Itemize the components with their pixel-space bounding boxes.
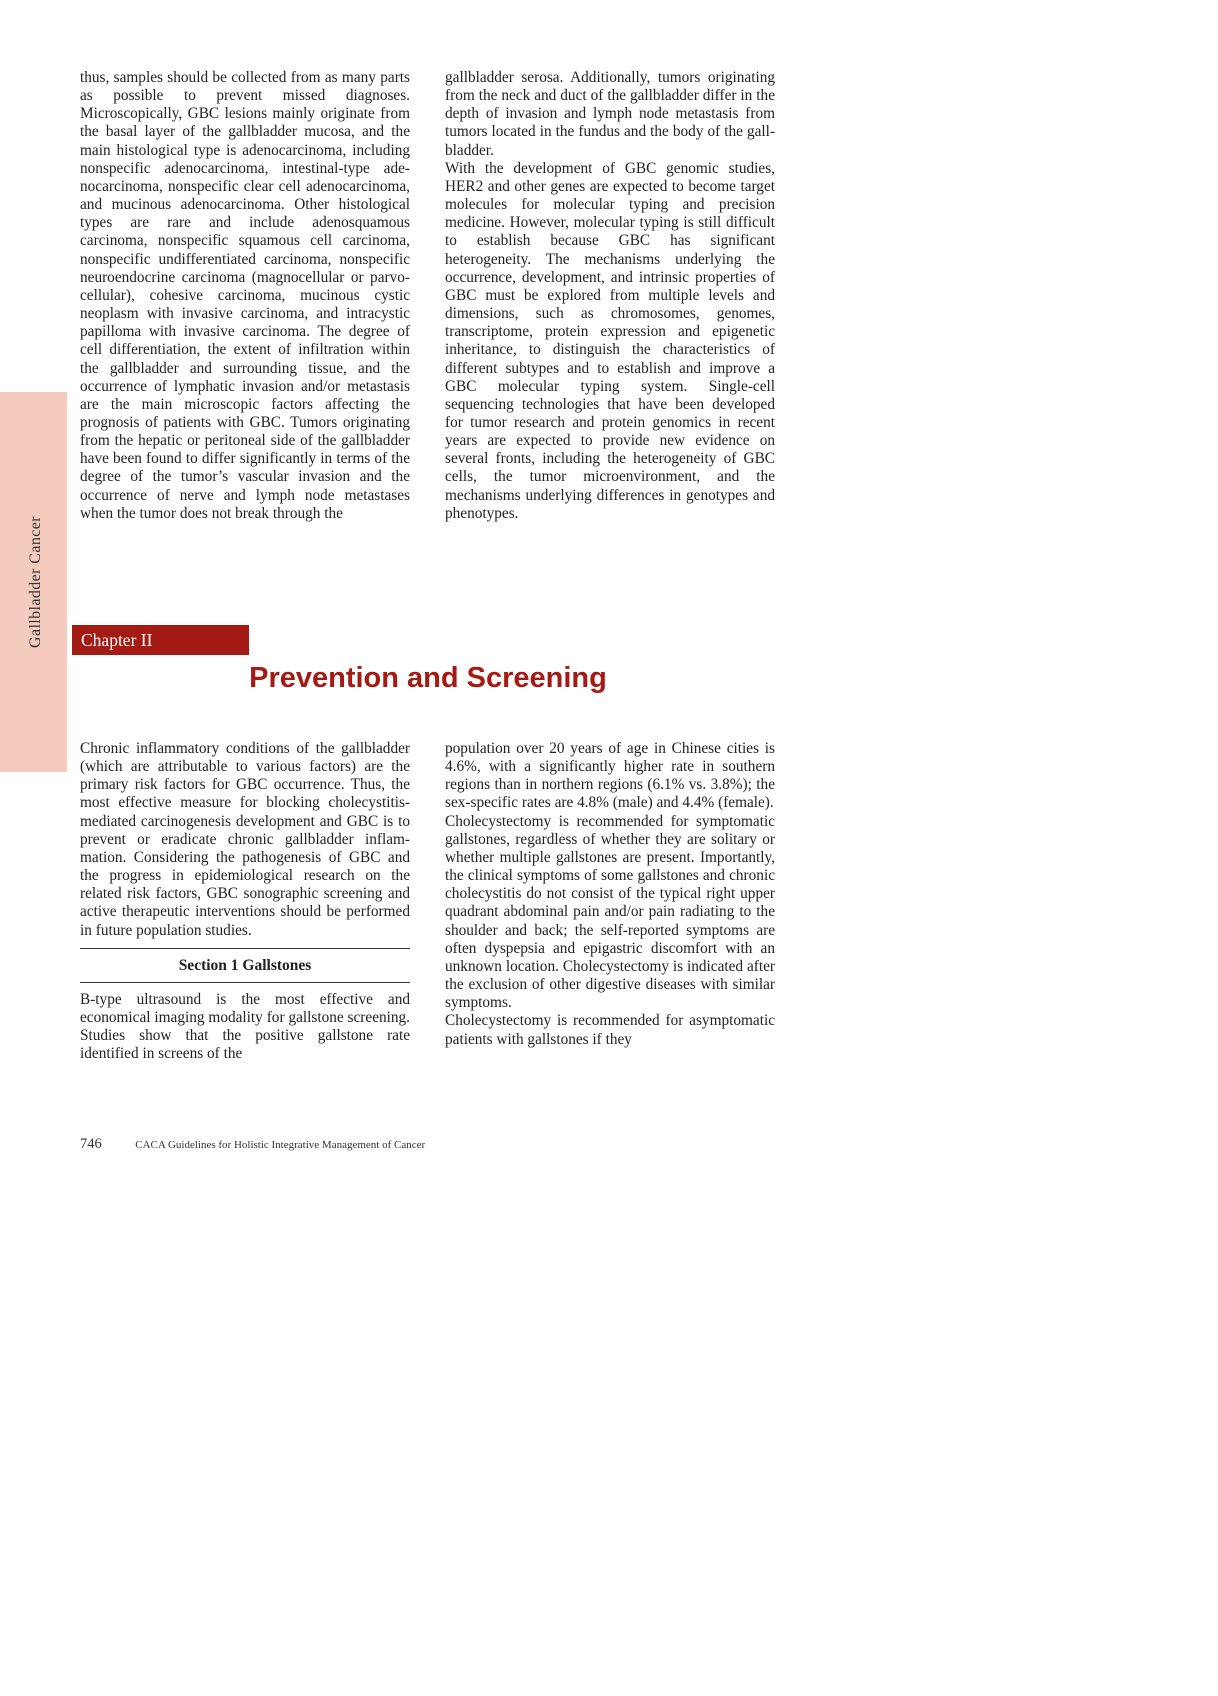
section-heading: Section 1 Gallstones bbox=[80, 948, 410, 983]
page-number: 746 bbox=[80, 1136, 102, 1152]
paragraph: thus, samples should be collected from as many parts as possible to prevent missed diagnoses. Microscopically, GBC lesions mainly originate from the basal layer of the gallbladder mucosa, and the main histological type is adenocarcinoma, including nonspecific adenocarcinoma, intestinal-type adenocarcinoma, nonspecific clear cell adenocarcinoma, and mucinous adenocarcinoma. Other histological types are rare and include adenosquamous carcinoma, nonspecific squamous cell carcinoma, nonspecific undifferentiated carcinoma, nonspecific neuroendocrine carcinoma (magnocellular or parvocellular), cohesive carcinoma, mucinous cystic neoplasm with invasive carcinoma, and intracystic papilloma with invasive carcinoma. The degree of cell differentiation, the extent of infiltration within the gallbladder and surrounding tissue, and the occurrence of lymphatic invasion and/or metastasis are the main microscopic factors affecting the prognosis of patients with GBC. Tumors originating from the hepatic or peritoneal side of the gallbladder have been found to differ significantly in terms of the degree of the tumor’s vascular invasion and the occurrence of nerve and lymph node metastases when the tumor does not break through the bbox=[80, 69, 410, 522]
side-tab-label: Gallbladder Cancer bbox=[27, 515, 44, 649]
column-bottom-right bbox=[445, 740, 775, 1049]
column-top-left bbox=[80, 69, 410, 523]
paragraph: Chronic inflammatory conditions of the gallbladder (which are attributable to various factors) are the primary risk factors for GBC occurrence. Thus, the most effective measure for blocking cholecystitis-mediated carcinogenesis development and GBC is to prevent or eradicate chronic gallbladder inflammation. Considering the pathogenesis of GBC and the progress in epidemiological research on the related risk factors, GBC sonographic screening and active therapeutic interventions should be performed in future population studies. bbox=[80, 740, 410, 939]
column-top-right bbox=[445, 69, 775, 523]
running-title: CACA Guidelines for Holistic Integrative Management of Cancer bbox=[135, 1139, 426, 1151]
paragraph: Cholecystectomy is recommended for symptomatic gallstones, regardless of whether they are solitary or whether multiple gallstones are present. Importantly, the clinical symptoms of some gallstones and chronic cholecystitis do not consist of the typical right upper quadrant abdominal pain and/or pain radiating to the shoulder and back; the self-reported symptoms are often dyspepsia and epigastric discomfort with an unknown location. Cholecystectomy is indicated after the exclusion of other digestive diseases with similar symptoms. bbox=[445, 812, 775, 1012]
paragraph: With the development of GBC genomic studies, HER2 and other genes are expected to become target molecules for molecular typing and precision medicine. However, molecular typing is still difficult to establish because GBC has significant heterogeneity. The mechanisms underlying the occurrence, development, and intrinsic properties of GBC must be explored from multiple levels and dimensions, such as chromosomes, genomes, transcriptome, protein expression and epigenetic inheritance, to distinguish the characteristics of different subtypes and to establish and improve a GBC molecular typing system. Single-cell sequencing technologies that have been developed for tumor research and protein genomics in recent years are expected to provide new evidence on several fronts, including the heterogeneity of GBC cells, the tumor microenvironment, and the mechanisms underlying differences in genotypes and phenotypes. bbox=[445, 159, 775, 522]
paragraph: B-type ultrasound is the most effective and economical imaging modality for gallstone screening. Studies show that the positive gallstone rate identified in screens of the bbox=[80, 990, 410, 1063]
paragraph: Cholecystectomy is recommended for asymptomatic patients with gallstones if they bbox=[445, 1012, 775, 1048]
page-footer bbox=[80, 1136, 425, 1153]
paragraph: population over 20 years of age in Chinese cities is 4.6%, with a significantly higher rate in southern regions than in northern regions (6.1% vs. 3.8%); the sex-specific rates are 4.8% (male) and 4.4% (female). bbox=[445, 740, 775, 812]
chapter-title: Prevention and Screening bbox=[249, 662, 607, 694]
column-bottom-left bbox=[80, 740, 410, 1064]
paragraph: gallbladder serosa. Additionally, tumors originating from the neck and duct of the gallbladder differ in the depth of invasion and lymph node metastasis from tumors located in the fundus and the body of the gallbladder. bbox=[445, 69, 775, 159]
chapter-label: Chapter II bbox=[72, 625, 249, 655]
